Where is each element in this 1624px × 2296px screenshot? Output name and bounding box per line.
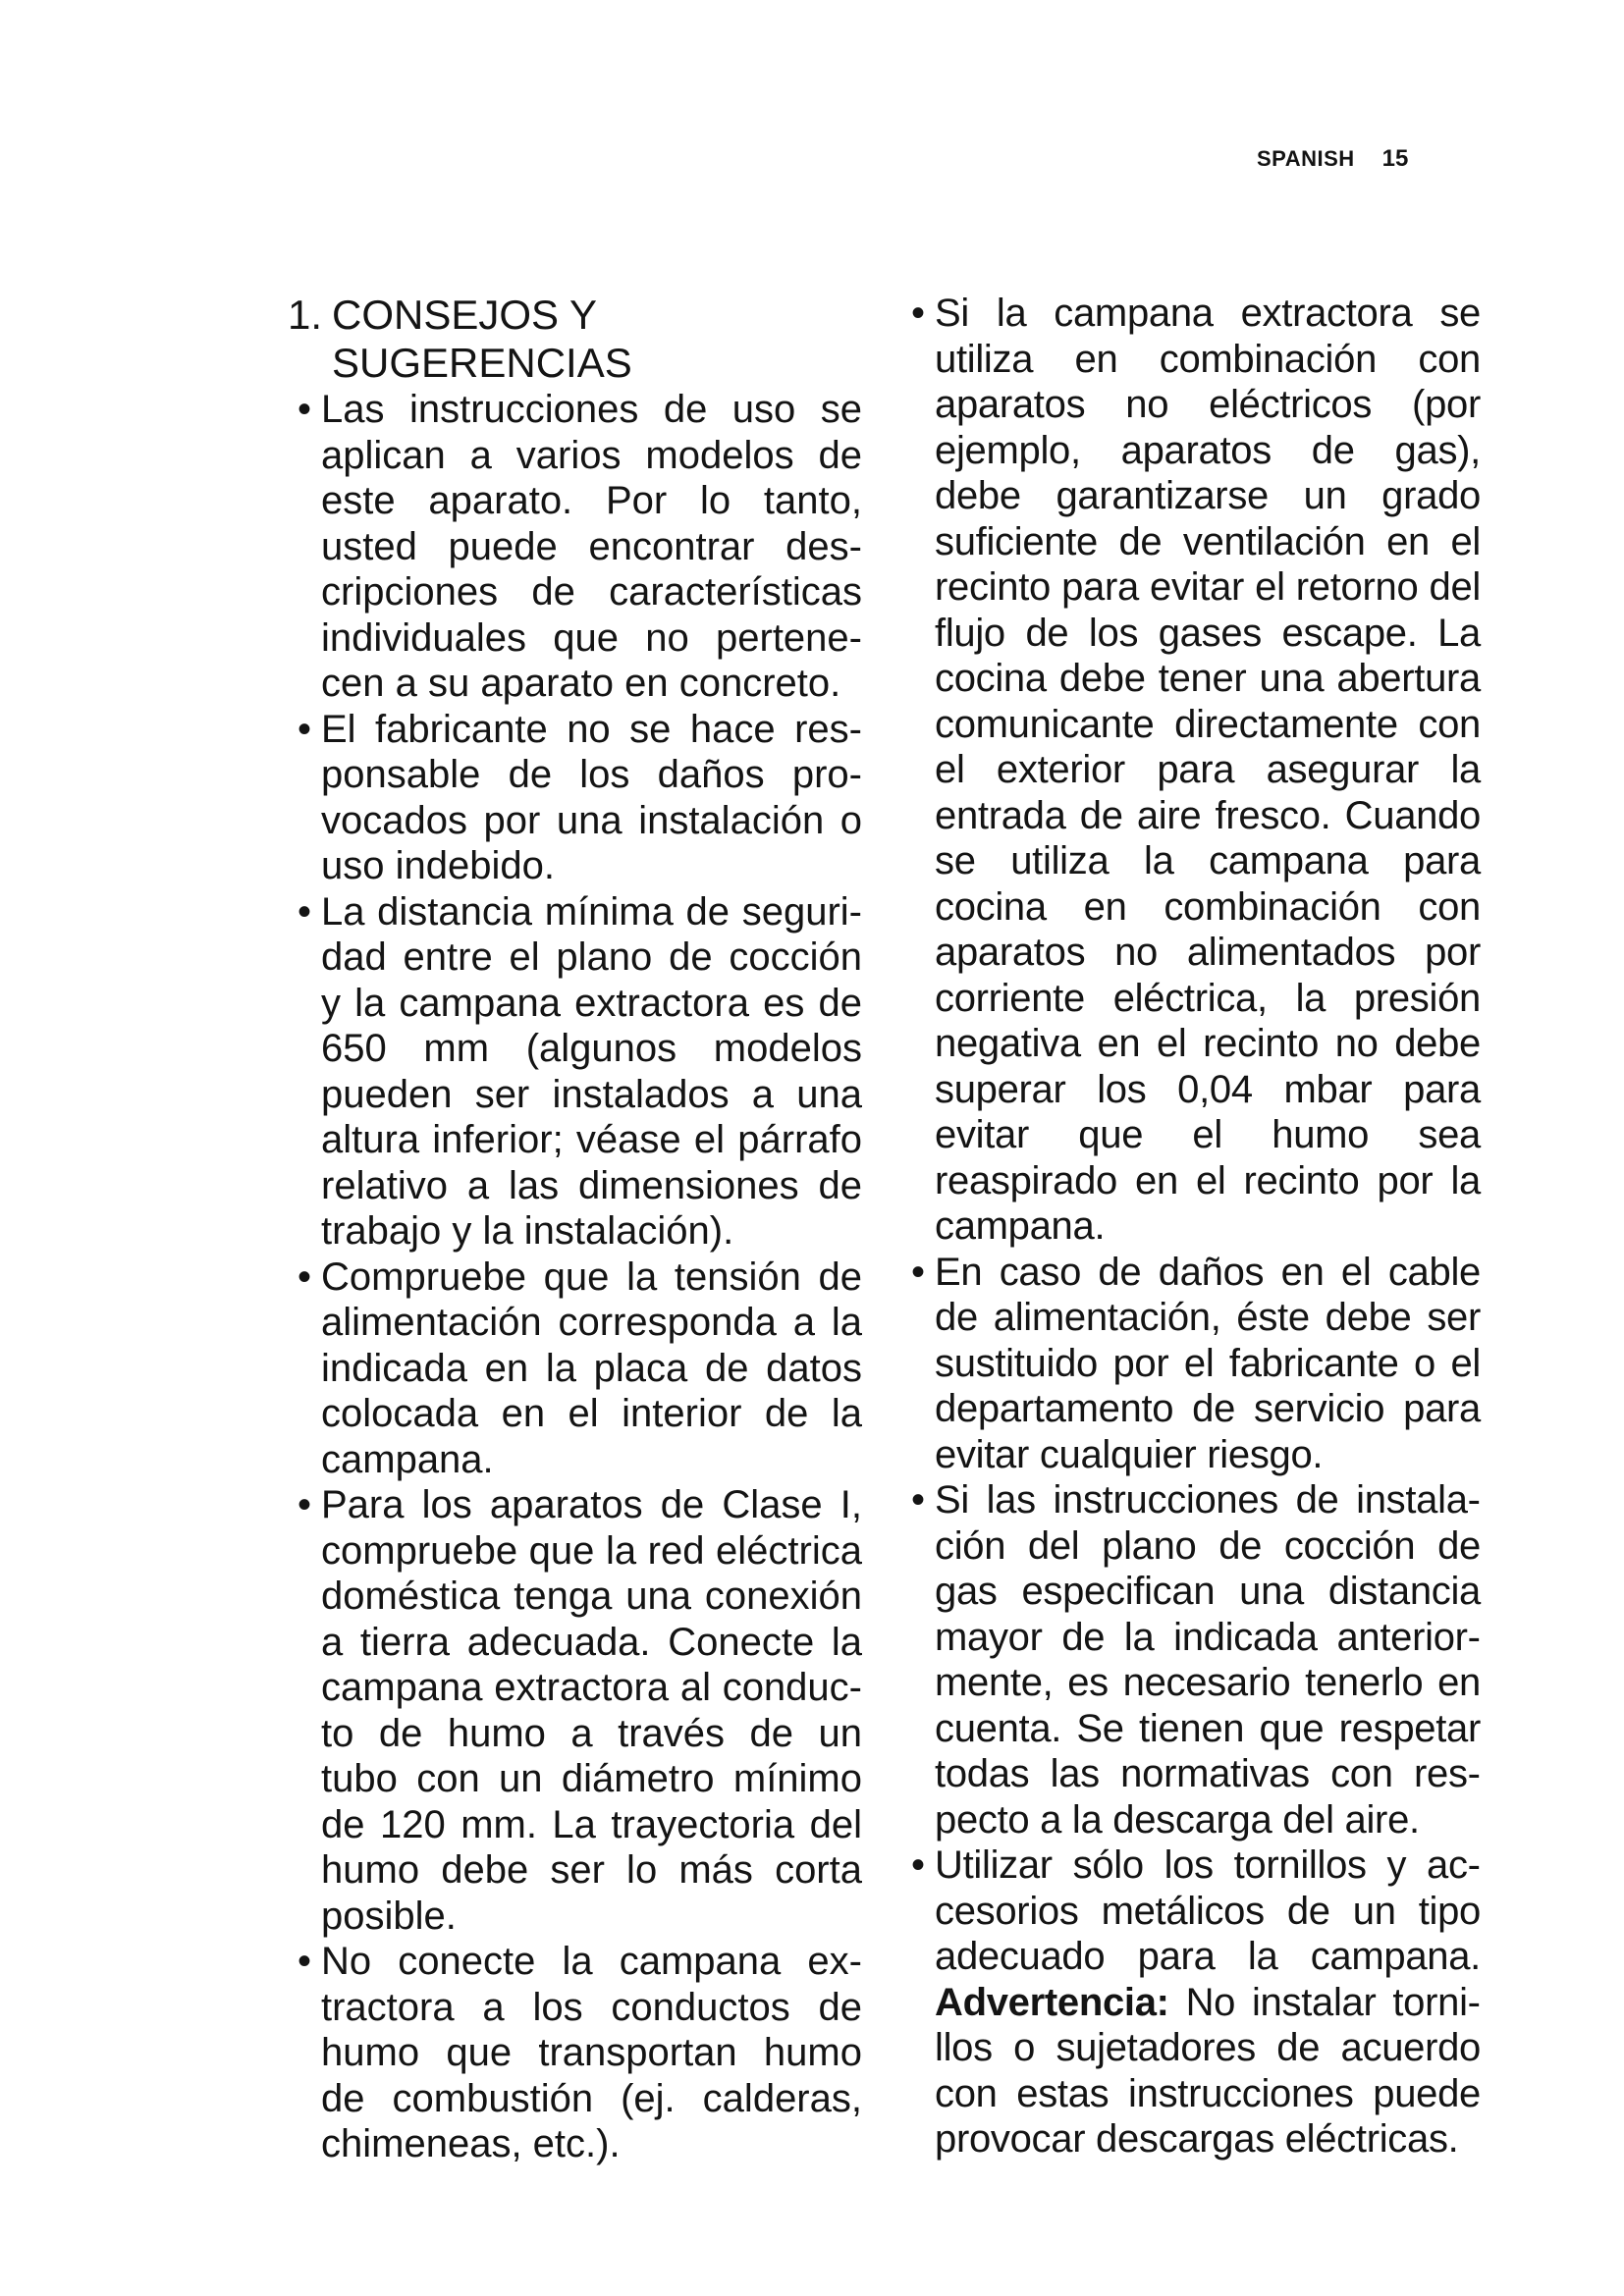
bullet: • [910,1478,925,1522]
page-number: 15 [1381,145,1409,172]
list-item-text: El fabricante no se hace responsable de los daños provocados por una instalación o uso indebido. [321,707,862,887]
bullet: • [910,1250,925,1294]
list-item-text: Si las instrucciones de instalación del plano de cocción de gas especifican una distancia mayor de la indicada anteriormente, es necesario tenerlo en cuenta. Se tienen que respetar todas las normativas con respecto a la descarga del aire. [935,1478,1481,1842]
list-item [288,1939,862,2167]
language-label: SPANISH [1257,146,1355,171]
right-column [901,291,1481,2163]
list-item-text: En caso de daños en el cable de alimentación, éste debe ser sustituido por el fabricante o el departamento de servicio para evitar cualquier riesgo. [935,1250,1481,1476]
bullet: • [297,1483,311,1526]
list-item-text: La distancia mínima de seguridad entre el plano de cocción y la campana extractora es de 650 mm (algunos modelos pueden ser instalados a una altura inferior; véase el párrafo relativo a las dimensiones de trabajo y la instalación). [321,889,862,1253]
bullet: • [297,1255,311,1299]
bullet: • [297,889,311,934]
bullet: • [910,292,925,335]
list-item-text: Para los aparatos de Clase I, compruebe que la red eléctrica doméstica tenga una conexión a tierra adecuada. Conecte la campana extractora al conducto de humo a través de un tubo con un diámetro mínimo de 120 mm. La trayectoria del humo debe ser lo más corta posible. [321,1483,862,1938]
list-item-text [935,1842,1481,2163]
left-column [288,291,862,2167]
section-number: 1. [288,292,323,338]
list-item [288,707,862,889]
list-item [288,387,862,707]
list-item [288,1482,862,1939]
warning-label: Advertencia: [935,1980,1169,2024]
list-item-text: No conecte la campana extractora a los conductos de humo que transportan humo de combustión (ej. calderas, chimeneas, etc.). [321,1940,862,2165]
bullet: • [297,1940,311,1983]
section-title [288,291,862,387]
bullet: • [910,1843,925,1887]
bullet: • [297,707,311,751]
list-item [901,1842,1481,2163]
list-item [901,1250,1481,1478]
bullet: • [297,388,311,431]
list-item-text: Compruebe que la tensión de alimentación corresponda a la indicada en la placa de datos colocada en el interior de la campana. [321,1255,862,1481]
list-item-main-text: Utilizar sólo los tornillos y accesorios metálicos de un tipo adecuado para la campana. [935,1843,1481,1978]
list-item [288,1255,862,1483]
list-item [901,1477,1481,1842]
list-item-text: Las instrucciones de uso se aplican a varios modelos de este aparato. Por lo tanto, usted puede encontrar descripciones de características individuales que no pertenecen a su aparato en concreto. [321,388,862,705]
warning-text: No instalar tornillos o sujetadores de acuerdo con estas instrucciones puede provocar descargas eléctricas. [935,1980,1481,2161]
list-item [901,291,1481,1250]
page-header [1257,145,1492,173]
list-item-text: Si la campana extractora se utiliza en combinación con aparatos no eléctricos (por ejemplo, aparatos de gas), debe garantizarse un grado suficiente de ventilación en el recinto para evitar el retorno del flujo de los gases escape. La cocina debe tener una abertura comunicante directamente con el exterior para asegurar la entrada de aire fresco. Cuando se utiliza la campana para cocina en combinación con aparatos no alimentados por corriente eléctrica, la presión negativa en el recinto no debe superar los 0,04 mbar para evitar que el humo sea reaspirado en el recinto por la campana. [935,292,1481,1248]
section-title-text: CONSEJOS Y SUGERENCIAS [332,292,632,386]
list-item [288,889,862,1255]
